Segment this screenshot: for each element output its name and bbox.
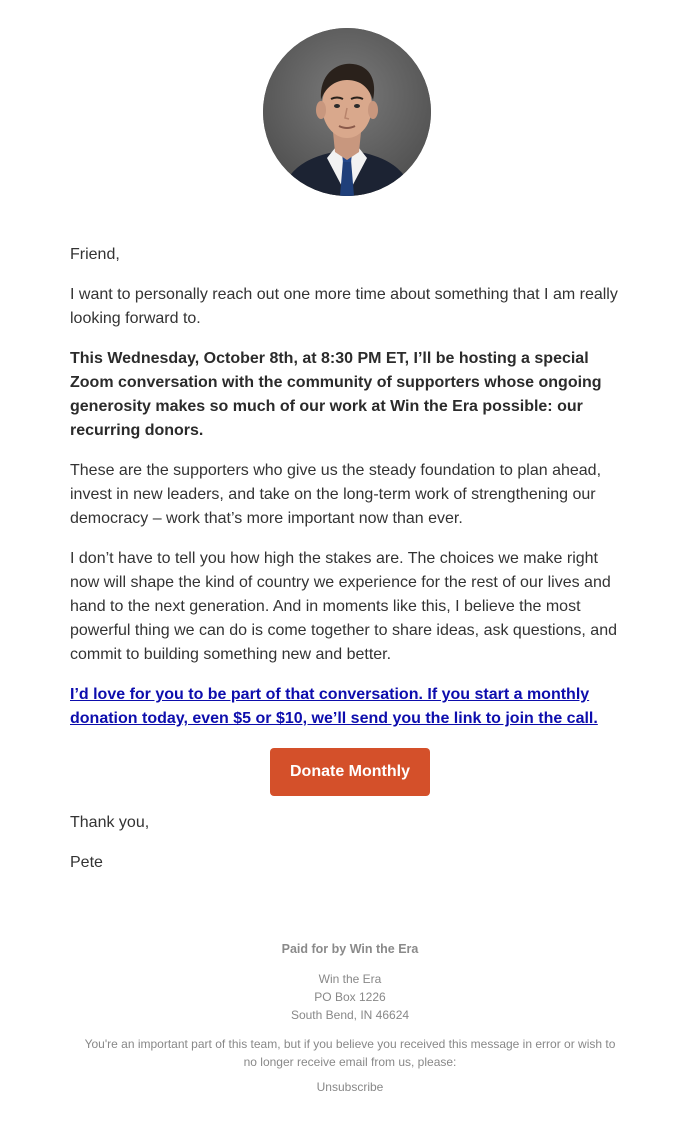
portrait-photo-icon <box>263 28 431 196</box>
unsubscribe-link[interactable]: Unsubscribe <box>316 1080 384 1094</box>
donate-monthly-button[interactable]: Donate Monthly <box>270 748 430 796</box>
address-line-1: Win the Era <box>318 972 382 986</box>
paragraph-supporters: These are the supporters who give us the steady foundation to plan ahead, invest in new leaders, and take on the long-term work of strengthening our democracy – work that’s more important now than ever. <box>70 462 602 527</box>
paid-for-disclaimer: Paid for by Win the Era <box>281 942 419 956</box>
greeting: Friend, <box>70 246 120 263</box>
address-line-2: PO Box 1226 <box>314 990 386 1004</box>
paragraph-stakes: I don’t have to tell you how high the stakes are. The choices we make right now will shape the kind of country we experience for the rest of our lives and hand to the next generation. And in moments like this, I believe the most powerful thing we can do is come together to share ideas, ask questions, and commit to building something new and better. <box>70 550 617 663</box>
cta-link[interactable]: I’d love for you to be part of that conversation. If you start a monthly donation today, even $5 or $10, we’ll send you the link to join the call. <box>70 686 598 727</box>
closing: Thank you, <box>70 814 150 831</box>
avatar <box>263 28 431 196</box>
paragraph-event-details: This Wednesday, October 8th, at 8:30 PM ET, I’ll be hosting a special Zoom conversation with the community of supporters whose ongoing generosity makes so much of our work at Win the Era possible: our recurring donors. <box>70 350 602 439</box>
paragraph-intro: I want to personally reach out one more time about something that I am really looking forward to. <box>70 286 618 327</box>
unsubscribe-disclaimer: You're an important part of this team, but if you believe you received this message in error or wish to no longer receive email from us, please: <box>84 1037 616 1069</box>
address-line-3: South Bend, IN 46624 <box>290 1008 410 1022</box>
signature: Pete <box>70 854 103 871</box>
